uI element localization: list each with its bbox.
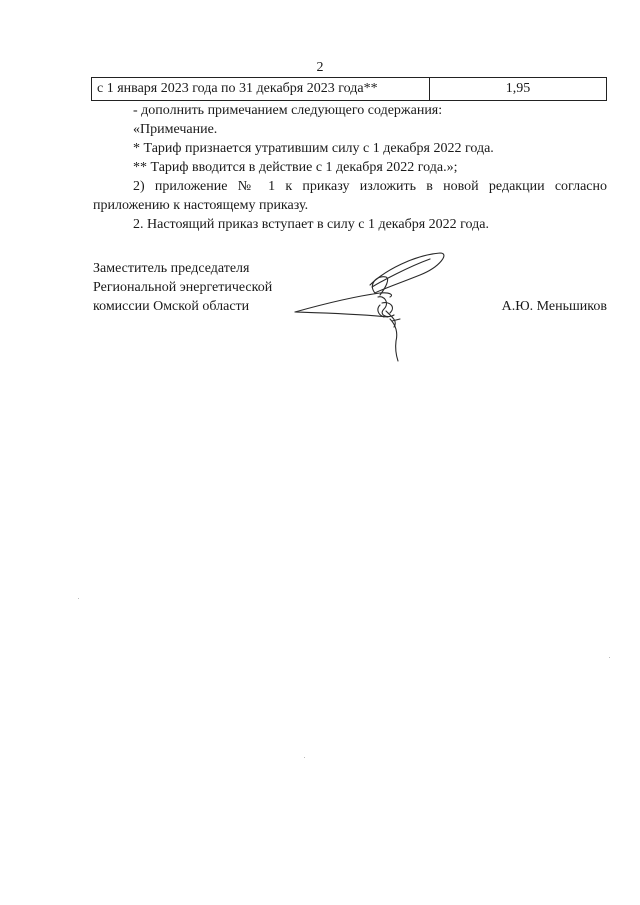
body-paragraph: 2) приложение № 1 к приказу изложить в новой редакции согласно приложению к настоящему приказу.	[93, 179, 607, 213]
tariff-period-cell: с 1 января 2023 года по 31 декабря 2023 года**	[92, 78, 430, 101]
body-paragraph: - дополнить примечанием следующего содержания:	[133, 103, 443, 118]
tariff-value-cell: 1,95	[430, 78, 607, 101]
tariff-table	[91, 77, 607, 101]
signer-position	[93, 259, 272, 316]
signer-position-line: комиссии Омской области	[93, 299, 250, 314]
table-row	[92, 78, 607, 101]
body-paragraph: 2. Настоящий приказ вступает в силу с 1 декабря 2022 года.	[133, 217, 489, 232]
signer-name: А.Ю. Меньшиков	[501, 299, 607, 314]
signer-position-line: Региональной энергетической	[93, 280, 273, 295]
body-paragraph: * Тариф признается утратившим силу с 1 декабря 2022 года.	[133, 141, 494, 156]
signer-position-line: Заместитель председателя	[93, 261, 250, 276]
body-paragraph: «Примечание.	[133, 122, 218, 137]
document-body	[93, 101, 607, 234]
handwritten-signature	[290, 245, 450, 365]
body-paragraph: ** Тариф вводится в действие с 1 декабря 2022 года.»;	[133, 160, 458, 175]
scan-speck	[78, 598, 79, 599]
scan-speck	[304, 757, 305, 758]
scan-speck	[609, 657, 610, 658]
page-number: 2	[316, 60, 324, 75]
